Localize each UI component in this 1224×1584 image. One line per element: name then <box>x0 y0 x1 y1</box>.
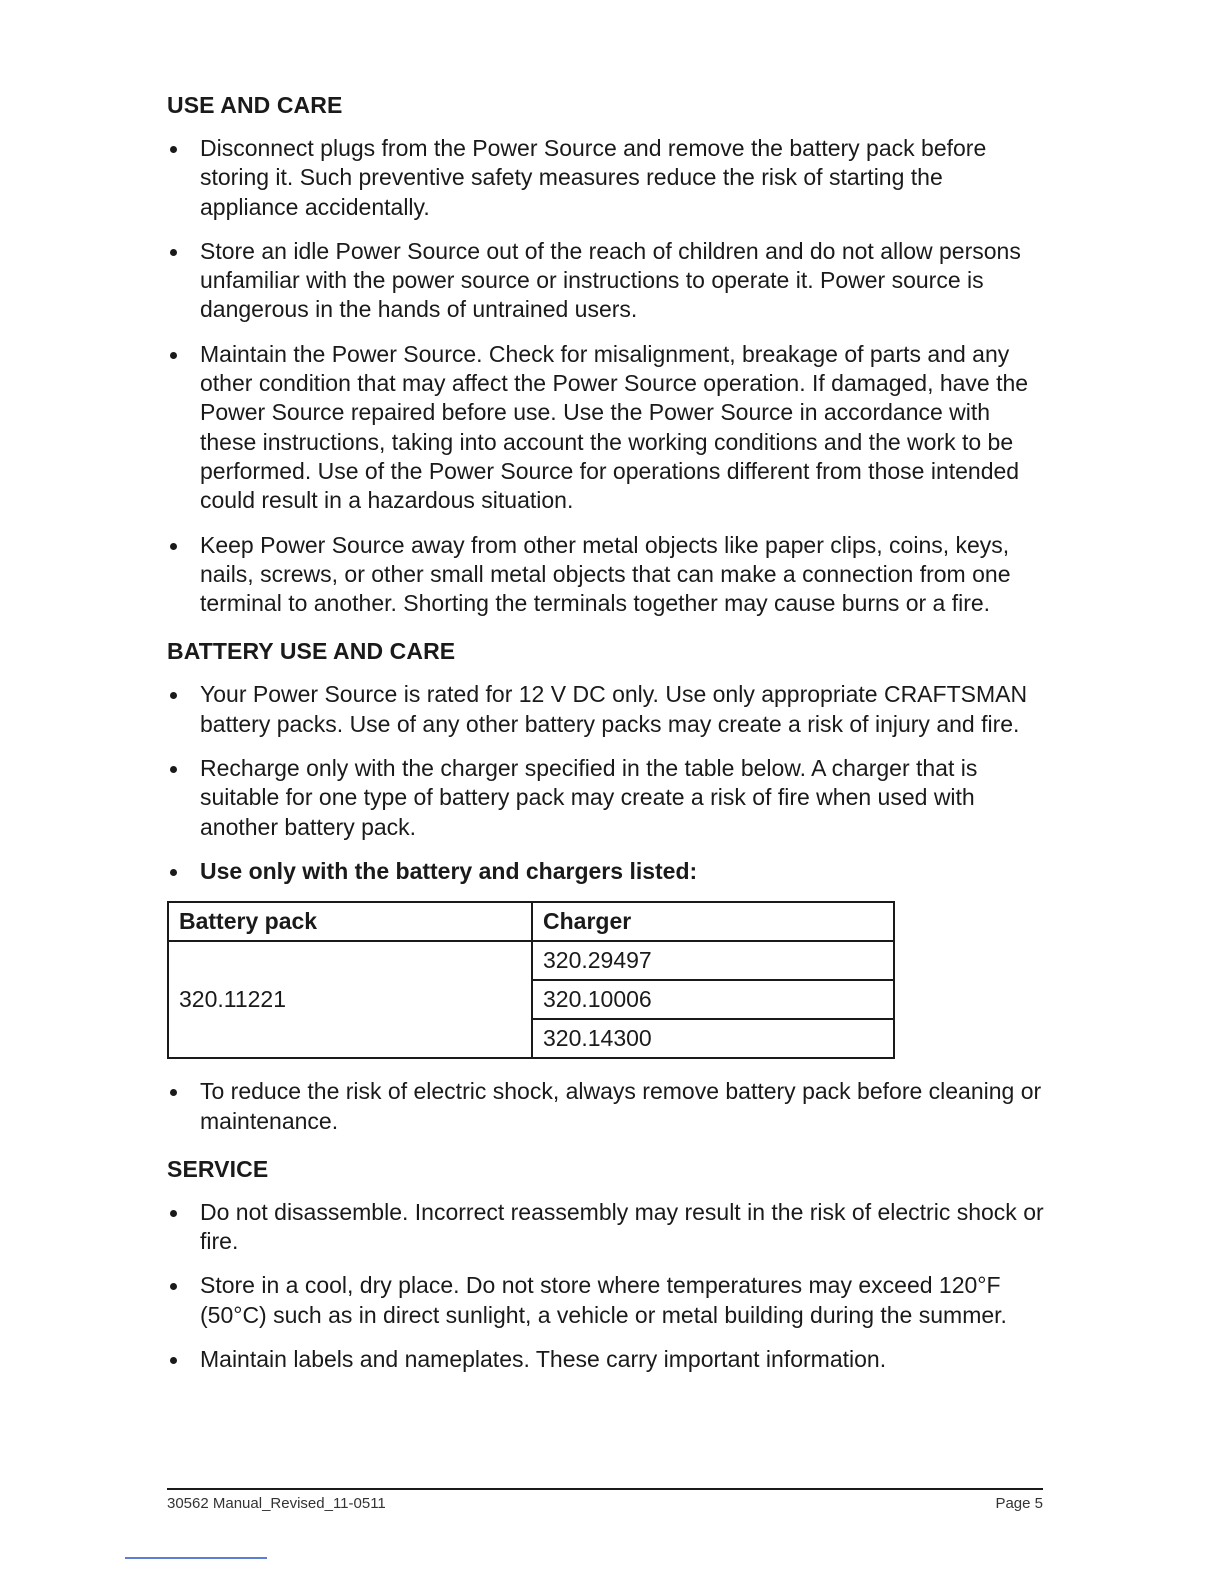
bullet-item: Your Power Source is rated for 12 V DC only. Use only appropriate CRAFTSMAN battery packs. Use of any other battery packs may create a risk of injury and fire. <box>167 680 1047 739</box>
bullet-item: To reduce the risk of electric shock, always remove battery pack before cleaning or maintenance. <box>167 1077 1047 1136</box>
bullet-item: Maintain labels and nameplates. These carry important information. <box>167 1345 1047 1374</box>
battery-charger-table <box>167 901 895 1059</box>
table-cell-charger: 320.14300 <box>532 1019 894 1058</box>
table-header-row <box>168 902 894 941</box>
table-header-charger: Charger <box>532 902 894 941</box>
section-service <box>167 1154 1047 1374</box>
bullet-item: Store an idle Power Source out of the reach of children and do not allow persons unfamiliar with the power source or instructions to operate it. Power source is dangerous in the hands of untrained users. <box>167 237 1047 325</box>
table-cell-charger: 320.10006 <box>532 980 894 1019</box>
bullet-item: Recharge only with the charger specified in the table below. A charger that is suitable for one type of battery pack may create a risk of fire when used with another battery pack. <box>167 754 1047 842</box>
manual-page <box>167 90 1047 1389</box>
section-heading: BATTERY USE AND CARE <box>167 638 456 665</box>
bullet-list <box>167 680 1047 886</box>
footer-page-number: Page 5 <box>995 1495 1043 1512</box>
section-heading: SERVICE <box>167 1155 269 1182</box>
footer-accent-line <box>125 1557 267 1559</box>
footer-document-id: 30562 Manual_Revised_11-0511 <box>167 1495 386 1512</box>
bullet-list <box>167 1198 1047 1374</box>
bullet-list <box>167 134 1047 618</box>
section-heading: USE AND CARE <box>167 92 343 118</box>
page-footer <box>167 1488 1043 1512</box>
section-use-and-care <box>167 90 1047 618</box>
bullet-item-emphasis: Use only with the battery and chargers listed: <box>167 857 1047 886</box>
bullet-item: Maintain the Power Source. Check for misalignment, breakage of parts and any other condition that may affect the Power Source operation. If damaged, have the Power Source repaired before use. Use the Power Source in accordance with these instructions, taking into account the working conditions and the work to be performed. Use of the Power Source for operations different from those intended could result in a hazardous situation. <box>167 340 1047 516</box>
bullet-item: Keep Power Source away from other metal objects like paper clips, coins, keys, nails, screws, or other small metal objects that can make a connection from one terminal to another. Shorting the terminals together may cause burns or a fire. <box>167 531 1047 619</box>
table-header-battery: Battery pack <box>168 902 532 941</box>
table-cell-charger: 320.29497 <box>532 941 894 980</box>
bullet-list <box>167 1077 1047 1136</box>
bullet-item: Disconnect plugs from the Power Source and remove the battery pack before storing it. Such preventive safety measures reduce the risk of starting the appliance accidentally. <box>167 134 1047 222</box>
table-cell-battery: 320.11221 <box>168 941 532 1058</box>
section-battery-use-and-care <box>167 636 1047 1135</box>
bullet-item: Store in a cool, dry place. Do not store where temperatures may exceed 120°F (50°C) such as in direct sunlight, a vehicle or metal building during the summer. <box>167 1271 1047 1330</box>
bullet-item: Do not disassemble. Incorrect reassembly may result in the risk of electric shock or fire. <box>167 1198 1047 1257</box>
table-row <box>168 941 894 980</box>
